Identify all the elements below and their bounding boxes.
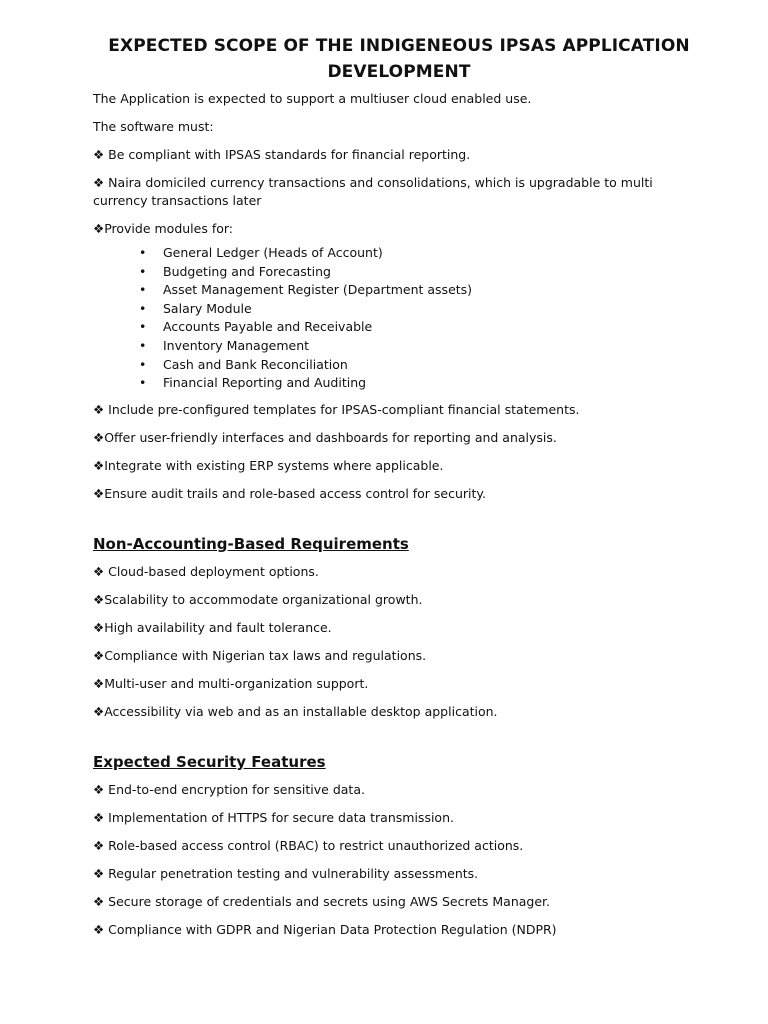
bullet-icon: • bbox=[139, 300, 147, 316]
document-page bbox=[93, 33, 705, 949]
list-item: ❖Multi-user and multi-organization support. bbox=[93, 675, 369, 691]
list-item: ❖ Cloud-based deployment options. bbox=[93, 563, 319, 579]
module-label: Financial Reporting and Auditing bbox=[163, 375, 367, 391]
list-item: ❖ Compliance with GDPR and Nigerian Data Protection Regulation (NDPR) bbox=[93, 921, 557, 937]
list-item bbox=[139, 300, 705, 319]
module-label: Budgeting and Forecasting bbox=[163, 263, 331, 279]
module-label: Accounts Payable and Receivable bbox=[163, 319, 373, 335]
bullet-icon: • bbox=[139, 375, 147, 391]
bullet-icon: • bbox=[139, 356, 147, 372]
list-item: ❖ Implementation of HTTPS for secure data transmission. bbox=[93, 809, 454, 825]
list-item bbox=[139, 337, 705, 356]
bullet-icon: • bbox=[139, 282, 147, 298]
list-item: ❖Accessibility via web and as an installable desktop application. bbox=[93, 703, 498, 719]
requirement-templates: ❖ Include pre-configured templates for IPSAS-compliant financial statements. bbox=[93, 401, 580, 417]
list-item: ❖Compliance with Nigerian tax laws and regulations. bbox=[93, 647, 427, 663]
module-label: Salary Module bbox=[163, 300, 252, 316]
requirement-ipsas-compliance: ❖ Be compliant with IPSAS standards for financial reporting. bbox=[93, 147, 471, 162]
list-item bbox=[139, 244, 705, 263]
module-label: Inventory Management bbox=[163, 337, 310, 353]
module-label: Cash and Bank Reconciliation bbox=[163, 356, 348, 372]
requirement-audit-trails: ❖Ensure audit trails and role-based access control for security. bbox=[93, 485, 487, 501]
document-title: EXPECTED SCOPE OF THE INDIGENEOUS IPSAS APPLICATION DEVELOPMENT bbox=[108, 36, 690, 82]
non-accounting-heading: Non-Accounting-Based Requirements bbox=[93, 534, 409, 553]
list-item: ❖ End-to-end encryption for sensitive data. bbox=[93, 781, 365, 797]
bullet-icon: • bbox=[139, 319, 147, 335]
module-label: Asset Management Register (Department assets) bbox=[163, 282, 473, 298]
requirement-naira-currency: ❖ Naira domiciled currency transactions and consolidations, which is upgradable to multi currency transactions later bbox=[93, 175, 653, 208]
must-label: The software must: bbox=[93, 119, 214, 134]
list-item: ❖High availability and fault tolerance. bbox=[93, 619, 332, 635]
module-label: General Ledger (Heads of Account) bbox=[163, 245, 383, 260]
list-item bbox=[139, 263, 705, 282]
list-item: ❖ Secure storage of credentials and secrets using AWS Secrets Manager. bbox=[93, 893, 551, 909]
list-item: ❖ Regular penetration testing and vulnerability assessments. bbox=[93, 865, 479, 881]
requirement-erp-integration: ❖Integrate with existing ERP systems where applicable. bbox=[93, 457, 444, 473]
bullet-icon: • bbox=[139, 263, 147, 279]
intro-paragraph: The Application is expected to support a multiuser cloud enabled use. bbox=[93, 91, 532, 106]
list-item: ❖Scalability to accommodate organizational growth. bbox=[93, 591, 423, 607]
list-item bbox=[139, 281, 705, 300]
list-item: ❖ Role-based access control (RBAC) to restrict unauthorized actions. bbox=[93, 837, 524, 853]
modules-list bbox=[93, 244, 705, 393]
list-item bbox=[139, 374, 705, 393]
requirement-dashboards: ❖Offer user-friendly interfaces and dashboards for reporting and analysis. bbox=[93, 429, 557, 445]
list-item bbox=[139, 356, 705, 375]
security-heading: Expected Security Features bbox=[93, 752, 326, 771]
list-item bbox=[139, 318, 705, 337]
bullet-icon: • bbox=[139, 245, 147, 260]
bullet-icon: • bbox=[139, 337, 147, 353]
requirement-modules-label: ❖Provide modules for: bbox=[93, 221, 234, 236]
